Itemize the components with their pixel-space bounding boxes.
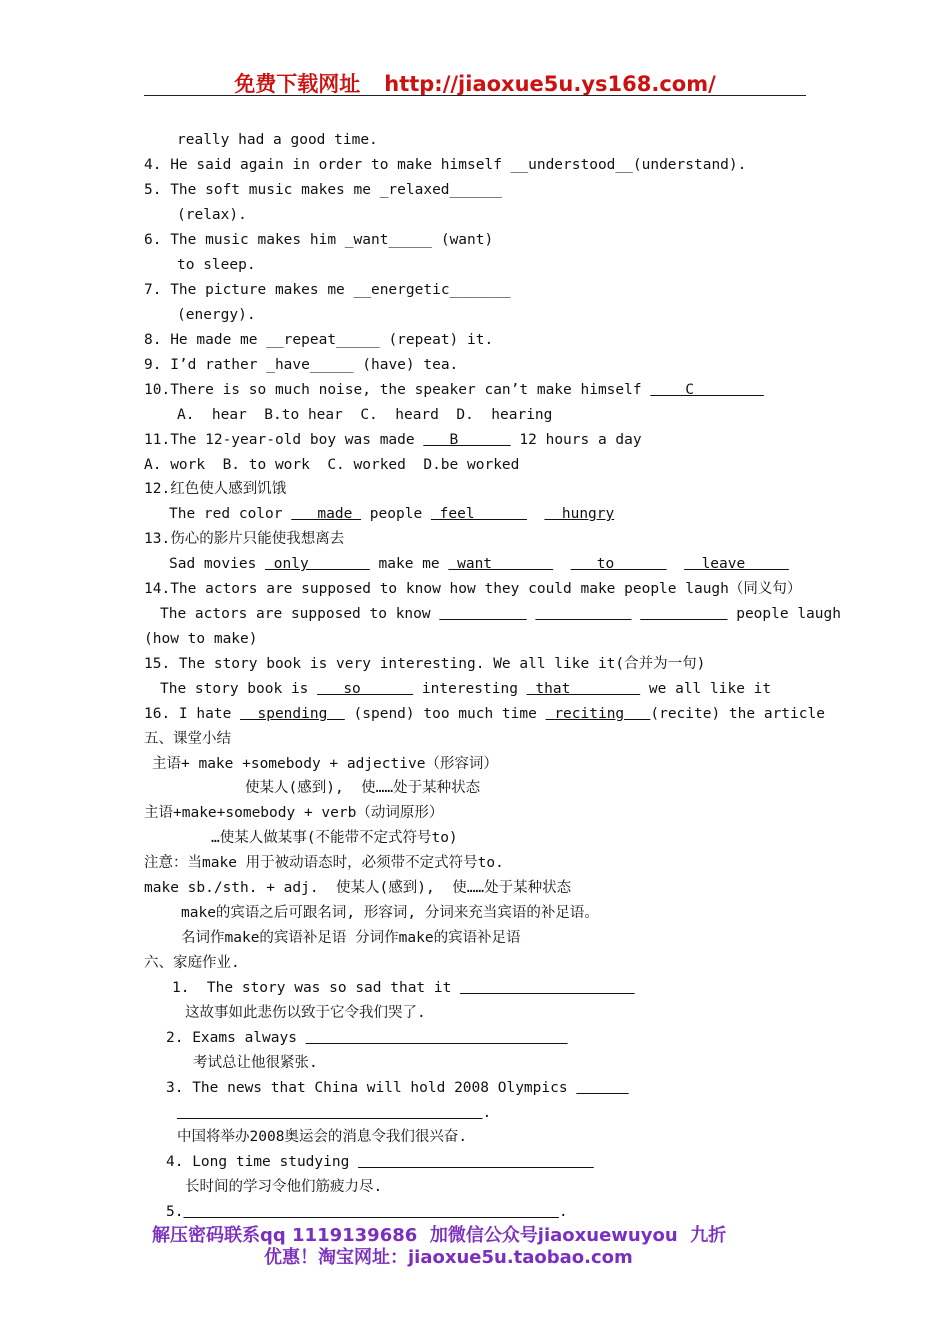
line-text: …使某人做某事(不能带不定式符号to) xyxy=(211,830,458,846)
text-line xyxy=(144,630,258,648)
text-line xyxy=(144,804,443,822)
text-line xyxy=(177,1128,467,1146)
answer-blank: that xyxy=(526,681,641,697)
line-text: 1. The story was so sad that it xyxy=(172,980,461,996)
text-line xyxy=(177,206,247,224)
line-text: _relaxed______ xyxy=(379,182,502,198)
text-line xyxy=(169,555,789,573)
line-text: make me xyxy=(369,556,449,572)
answer-blank xyxy=(640,606,727,622)
line-text: 这故事如此悲伤以致于它令我们哭了. xyxy=(185,1005,426,1021)
answer-blank: C xyxy=(650,382,764,398)
header-url-link[interactable]: http://jiaoxue5u.ys168.com/ xyxy=(384,72,716,96)
answer-blank: so xyxy=(317,681,414,697)
text-line xyxy=(166,1203,568,1221)
text-line xyxy=(144,530,344,548)
line-text: (want) xyxy=(432,232,494,248)
line-text: A. hear B.to hear C. heard D. hearing xyxy=(177,407,553,423)
line-text: The story book is xyxy=(160,681,318,697)
text-line xyxy=(185,1178,382,1196)
answer-blank: only xyxy=(265,556,370,572)
line-text: 3. The news that China will hold 2008 Olympics xyxy=(166,1080,577,1096)
line-text: 长时间的学习令他们筋疲力尽. xyxy=(185,1179,383,1195)
text-line xyxy=(172,979,635,997)
line-text: (spend) too much time xyxy=(344,706,546,722)
line-text: 7. The picture makes me xyxy=(144,282,354,298)
line-text: make sb./sth. + adj. 使某人(感到), 使……处于某种状态 xyxy=(144,880,572,896)
line-text xyxy=(553,556,570,572)
answer-blank: spending xyxy=(240,706,345,722)
line-text xyxy=(667,556,684,572)
text-line xyxy=(144,231,493,249)
line-text: 9. I’d rather xyxy=(144,357,267,373)
text-line xyxy=(245,779,480,797)
text-line xyxy=(144,156,746,174)
text-line xyxy=(144,431,642,449)
line-text: (understand). xyxy=(632,157,747,173)
page-header xyxy=(0,68,950,98)
footer-line-1: 解压密码联系qq 1119139686 加微信公众号jiaoxuewuyou 九折 xyxy=(152,1225,727,1246)
text-line xyxy=(144,456,519,474)
line-text: people laugh xyxy=(727,606,841,622)
text-line xyxy=(144,381,764,399)
line-text: 12.红色使人感到饥饿 xyxy=(144,481,287,497)
text-line xyxy=(144,705,825,723)
text-line xyxy=(144,879,571,897)
text-line xyxy=(144,181,502,199)
text-line xyxy=(144,281,511,299)
text-line xyxy=(177,256,256,274)
answer-blank: hungry xyxy=(544,506,615,522)
text-line xyxy=(144,854,504,872)
text-line xyxy=(177,406,552,424)
line-text: 六、家庭作业. xyxy=(144,955,240,971)
line-text: 6. The music makes him xyxy=(144,232,345,248)
line-text: we all like it xyxy=(640,681,772,697)
line-text: really had a good time. xyxy=(177,132,378,148)
answer-blank xyxy=(177,1105,483,1121)
answer-blank: reciting xyxy=(545,706,651,722)
text-line xyxy=(177,131,378,149)
line-text: 2. Exams always xyxy=(166,1030,306,1046)
line-text: (relax). xyxy=(177,207,247,223)
line-text: 13.伤心的影片只能使我想离去 xyxy=(144,531,345,547)
line-text: 5. xyxy=(166,1204,184,1220)
line-text: people xyxy=(361,506,431,522)
line-text: Sad movies xyxy=(169,556,266,572)
answer-blank xyxy=(576,1080,628,1096)
line-text: 10.There is so much noise, the speaker can’t make himself xyxy=(144,382,651,398)
line-text: 8. He made me xyxy=(144,332,267,348)
line-text: (recite) the article xyxy=(650,706,825,722)
line-text: 中国将举办2008奥运会的消息令我们很兴奋. xyxy=(177,1129,468,1145)
line-text: 考试总让他很紧张. xyxy=(193,1055,318,1071)
line-text: __understood__ xyxy=(510,157,633,173)
line-text: 5. The soft music makes me xyxy=(144,182,380,198)
line-text: 注意：当make 用于被动语态时，必须带不定式符号to. xyxy=(144,855,504,871)
line-text: 4. He said again in order to make himself xyxy=(144,157,511,173)
line-text: The actors are supposed to know xyxy=(160,606,440,622)
answer-blank: to xyxy=(570,556,667,572)
text-line xyxy=(169,505,614,523)
footer-line-2: 优惠！淘宝网址：jiaoxue5u.taobao.com xyxy=(264,1247,633,1268)
answer-blank: made xyxy=(291,506,362,522)
answer-blank xyxy=(183,1204,558,1220)
line-text: 主语+ make +somebody + adjective（形容词） xyxy=(152,756,498,772)
line-text: 使某人(感到), 使……处于某种状态 xyxy=(245,780,481,796)
answer-blank: feel xyxy=(430,506,527,522)
line-text: 4. Long time studying xyxy=(166,1154,359,1170)
line-text: _want_____ xyxy=(344,232,433,248)
line-text: 主语+make+somebody + verb（动词原形） xyxy=(144,805,444,821)
answer-blank xyxy=(535,606,631,622)
text-line xyxy=(185,1004,426,1022)
text-line xyxy=(166,1153,594,1171)
line-text: 16. I hate xyxy=(144,706,241,722)
line-text xyxy=(631,606,640,622)
answer-blank xyxy=(439,606,526,622)
line-text: _have_____ xyxy=(266,357,354,373)
line-text: make的宾语之后可跟名词, 形容词, 分词来充当宾语的补足语。 xyxy=(181,905,599,921)
text-line xyxy=(144,356,458,374)
header-title: 免费下载网址 xyxy=(234,72,361,96)
line-text: 15. The story book is very interesting. We all like it(合并为一句) xyxy=(144,656,706,672)
answer-blank xyxy=(358,1154,594,1170)
line-text: 五、课堂小结 xyxy=(144,731,231,747)
text-line xyxy=(144,331,493,349)
text-line xyxy=(181,929,521,947)
line-text: 12 hours a day xyxy=(510,432,642,448)
answer-blank xyxy=(306,1030,568,1046)
line-text: (repeat) it. xyxy=(379,332,494,348)
header-divider xyxy=(144,95,806,96)
line-text xyxy=(527,506,544,522)
text-line xyxy=(166,1079,629,1097)
line-text: to sleep. xyxy=(177,257,256,273)
line-text: 11.The 12-year-old boy was made xyxy=(144,432,424,448)
text-line xyxy=(181,904,599,922)
line-text: __repeat_____ xyxy=(266,332,380,348)
answer-blank: B xyxy=(423,432,511,448)
line-text: . xyxy=(482,1105,492,1121)
text-line xyxy=(177,1104,491,1122)
text-line xyxy=(177,306,256,324)
line-text: A. work B. to work C. worked D.be worked xyxy=(144,457,520,473)
text-line xyxy=(144,954,240,972)
line-text: 14.The actors are supposed to know how they could make people laugh（同义句） xyxy=(144,581,802,597)
text-line xyxy=(144,655,705,673)
text-line xyxy=(211,829,458,847)
line-text: (have) tea. xyxy=(353,357,459,373)
answer-blank: want xyxy=(448,556,554,572)
text-line xyxy=(160,680,771,698)
line-text: (how to make) xyxy=(144,631,258,647)
text-line xyxy=(144,580,801,598)
line-text: __energetic_______ xyxy=(353,282,511,298)
line-text: The red color xyxy=(169,506,292,522)
line-text: (energy). xyxy=(177,307,256,323)
text-line xyxy=(144,480,286,498)
text-line xyxy=(166,1029,568,1047)
line-text: . xyxy=(558,1204,568,1220)
text-line xyxy=(152,755,498,773)
answer-blank: leave xyxy=(684,556,789,572)
text-line xyxy=(144,730,231,748)
line-text: interesting xyxy=(413,681,527,697)
text-line xyxy=(160,605,841,623)
answer-blank xyxy=(460,980,635,996)
line-text: 名词作make的宾语补足语 分词作make的宾语补足语 xyxy=(181,930,521,946)
text-line xyxy=(193,1054,318,1072)
